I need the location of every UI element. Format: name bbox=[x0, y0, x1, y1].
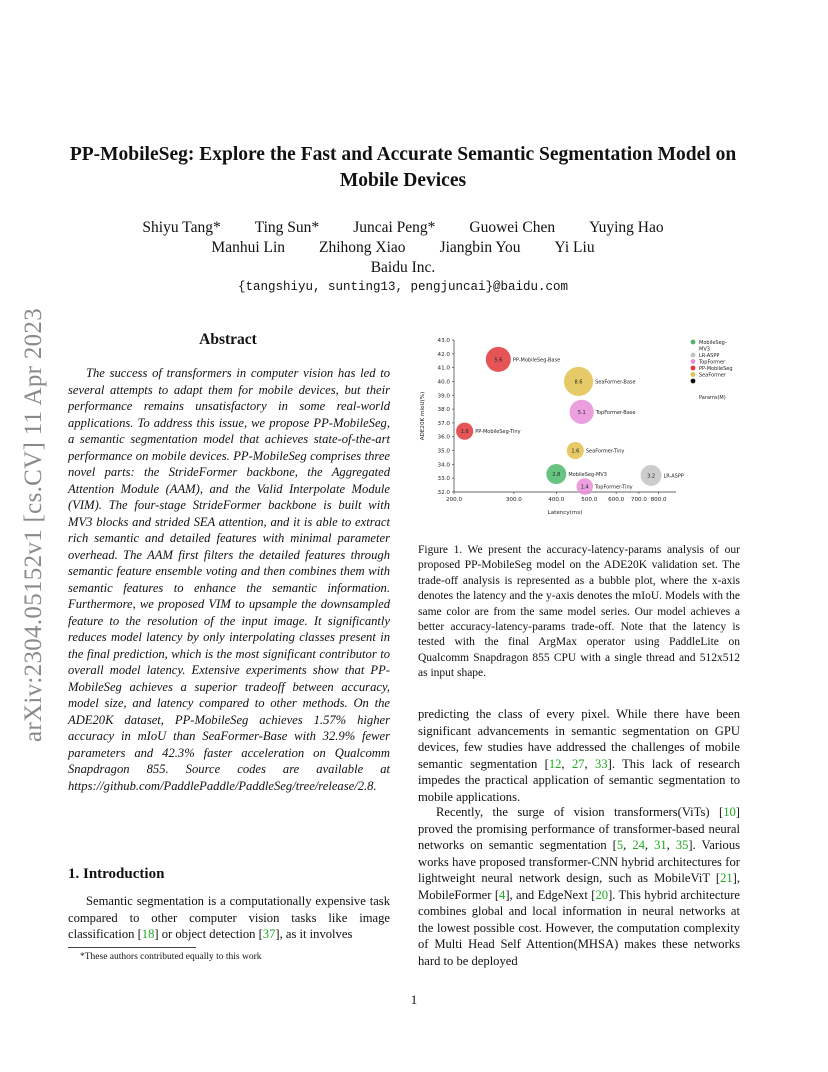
arxiv-stamp-text: arXiv:2304.05152v1 [cs.CV] 11 Apr 2023 bbox=[20, 307, 47, 743]
footnote-divider bbox=[68, 947, 196, 948]
legend-marker bbox=[691, 340, 696, 345]
x-tick-label: 200.0 bbox=[445, 497, 463, 503]
y-tick-label: 42.0 bbox=[437, 351, 450, 358]
y-tick-label: 32.0 bbox=[437, 490, 450, 496]
right-paragraph-1: predicting the class of every pixel. While there have been significant advancements in semantic segmentation on GPU devices, few studies have addressed the challenges of mobile semantic segmentation [12, 27, 33]. This lack of research impedes the practical application of semantic segmentation to mobile applications. bbox=[418, 707, 741, 804]
intro-paragraph: Semantic segmentation is a computationally expensive task compared to other computer vision tasks like image classification [18] or object detection [37], as it involves bbox=[68, 894, 390, 941]
y-tick-label: 39.0 bbox=[437, 393, 450, 400]
citation-link[interactable]: 4 bbox=[499, 887, 506, 902]
bubble-size-label: 1.6 bbox=[460, 429, 469, 436]
x-tick-label: 600.0 bbox=[608, 497, 625, 503]
legend-label: MV3 bbox=[699, 346, 710, 353]
bubble-name-label: PP-MobileSeg-Tiny bbox=[475, 429, 521, 436]
bubble-name-label: PP-MobileSeg-Base bbox=[512, 357, 561, 364]
legend-label: TopFormer bbox=[699, 359, 726, 366]
right-paragraph-2: Recently, the surge of vision transformers(ViTs) [10] proved the promising performance of transformer-based neural networks on semantic segmentation [5, 24, 31, 35]. Various works have proposed transformer-CNN hybrid architectures for lightweight neural network design, such as MobileViT [21], MobileFormer [4], and EdgeNext [20]. This hybrid architecture combines global and local information in neural networks at the lowest possible cost. However, the computation complexity of Multi Head Self Attention(MHSA) makes these networks hard to be deployed bbox=[418, 805, 741, 968]
abstract-heading: Abstract bbox=[199, 331, 257, 348]
footnote: *These authors contributed equally to this work bbox=[80, 952, 262, 962]
bubble-size-label: 1.6 bbox=[571, 448, 580, 455]
author: Yi Liu bbox=[554, 239, 595, 256]
author-email: {tangshiyu, sunting13, pengjuncai}@baidu.com bbox=[237, 280, 569, 294]
citation-link[interactable]: 27 bbox=[571, 756, 585, 771]
bubble-name-label: SeaFormer-Tiny bbox=[585, 448, 625, 455]
y-tick-label: 34.0 bbox=[437, 462, 450, 469]
affiliation: Baidu Inc. bbox=[370, 259, 436, 276]
legend-label: PP-MobileSeg bbox=[699, 366, 733, 372]
title-line-2: Mobile Devices bbox=[339, 170, 467, 191]
author: Guowei Chen bbox=[469, 219, 556, 236]
y-tick-label: 41.0 bbox=[437, 365, 450, 372]
abstract-text: The success of transformers in computer vision has led to several attempts to adapt them for mobile devices, but their performance remains unsatisfactory in some real-world applications. To address this issue, we propose PP-MobileSeg, a semantic segmentation model that achieves state-of-the-art performance on mobile devices. PP-MobileSeg comprises three novel parts: the StrideFormer backbone, the Aggregated Attention Module (AAM), and the Valid Interpolate Module (VIM). The four-stage StrideFormer backbone is built with MV3 blocks and strided SEA attention, and it is able to extract rich semantic and detailed features with minimal parameter overhead. The AAM first filters the detailed features through semantic feature ensemble voting and then combines them with semantic features to enhance the semantic information. Furthermore, we proposed VIM to upsample the downsampled feature to the resolution of the input image. It significantly reduces model latency by only interpolating classes present in the final prediction, which is the most significant contributor to overall model latency. Extensive experiments show that PP-MobileSeg achieves a superior tradeoff between accuracy, model size, and latency compared to other methods. On the ADE20K dataset, PP-MobileSeg achieves 1.57% higher accuracy in mIoU than SeaFormer-Base with 32.9% fewer parameters and 42.3% faster acceleration on Qualcomm Snapdragon 855. Source codes are available at https://github.com/PaddlePaddle/PaddleSeg/tree/release/2.8. bbox=[68, 366, 390, 793]
bubble-size-label: 3.2 bbox=[647, 473, 656, 480]
y-axis-label: ADE20K mIoU(%) bbox=[420, 391, 426, 441]
author: Manhui Lin bbox=[211, 239, 286, 256]
legend-marker bbox=[691, 366, 696, 371]
bubble-size-label: 8.6 bbox=[574, 379, 583, 386]
bubble-name-label: TopFormer-Base bbox=[595, 409, 636, 416]
figure-1-caption: Figure 1. We present the accuracy-latency-params analysis of our proposed PP-MobileSeg model on the ADE20K validation set. The trade-off analysis is represented as a bubble plot, where the x-axis denotes the latency and the y-axis denotes the mIoU. Models with the same color are from the same model series. Our model achieves a better accuracy-latency-params trade-off. Note that the latency is tested with the final ArgMax operator using PaddleLite on Qualcomm Snapdragon 855 CPU with a single thread and 512x512 as input shape. bbox=[418, 544, 740, 680]
legend-marker bbox=[691, 379, 696, 384]
paper-title bbox=[60, 142, 746, 194]
y-tick-label: 35.0 bbox=[437, 448, 450, 455]
bubble-name-label: MobileSeg-MV3 bbox=[568, 472, 607, 479]
author: Shiyu Tang* bbox=[142, 219, 221, 236]
x-axis-label: Latency(ms) bbox=[547, 510, 583, 516]
citation-link[interactable]: 31 bbox=[654, 838, 667, 852]
bubble-size-label: 2.8 bbox=[552, 472, 561, 479]
legend-label: Params(M) bbox=[699, 395, 726, 401]
citation-link[interactable]: 18 bbox=[141, 927, 155, 941]
author: Zhihong Xiao bbox=[319, 239, 406, 256]
authors-row-2 bbox=[60, 239, 746, 257]
citation-link[interactable]: 5 bbox=[616, 838, 624, 852]
y-tick-label: 40.0 bbox=[437, 379, 450, 386]
y-tick-label: 37.0 bbox=[437, 420, 450, 427]
citation-link[interactable]: 35 bbox=[675, 838, 689, 852]
y-tick-label: 33.0 bbox=[437, 476, 450, 483]
citation-link[interactable]: 20 bbox=[595, 887, 609, 902]
legend-label: SeaFormer bbox=[699, 372, 727, 379]
figure-1-bubble-chart bbox=[414, 332, 744, 522]
bubble-size-label: 1.4 bbox=[580, 484, 589, 491]
citation-link[interactable]: 21 bbox=[720, 871, 733, 885]
y-tick-label: 36.0 bbox=[437, 434, 450, 441]
citation-link[interactable]: 12 bbox=[548, 756, 562, 771]
legend-marker bbox=[691, 359, 696, 364]
legend-marker bbox=[691, 353, 696, 358]
bubble-size-label: 5.6 bbox=[494, 357, 503, 364]
legend-marker bbox=[691, 372, 696, 377]
title-line-1: PP-MobileSeg: Explore the Fast and Accurate Semantic Segmentation Model on bbox=[69, 144, 737, 165]
citation-link[interactable]: 24 bbox=[632, 838, 645, 852]
author: Ting Sun* bbox=[254, 219, 320, 236]
arxiv-side-stamp bbox=[14, 285, 54, 765]
x-tick-label: 300.0 bbox=[505, 497, 522, 503]
x-tick-label: 500.0 bbox=[581, 497, 598, 503]
bubble-size-label: 5.1 bbox=[577, 409, 586, 416]
x-tick-label: 800.0 bbox=[650, 497, 667, 503]
y-tick-label: 43.0 bbox=[437, 338, 450, 344]
legend-label: LR-ASPP bbox=[699, 353, 720, 359]
x-tick-label: 400.0 bbox=[548, 497, 565, 503]
legend-label: MobileSeg- bbox=[699, 340, 727, 346]
introduction-heading: 1. Introduction bbox=[68, 866, 165, 882]
bubble-name-label: SeaFormer-Base bbox=[595, 379, 636, 386]
bubble-name-label: LR-ASPP bbox=[663, 473, 684, 480]
citation-link[interactable]: 10 bbox=[723, 805, 736, 819]
citation-link[interactable]: 33 bbox=[595, 756, 608, 771]
x-tick-label: 700.0 bbox=[630, 497, 647, 503]
citation-link[interactable]: 37 bbox=[262, 927, 276, 941]
author: Yuying Hao bbox=[589, 219, 664, 236]
y-tick-label: 38.0 bbox=[437, 407, 450, 414]
author: Jiangbin You bbox=[439, 239, 521, 256]
page-number: 1 bbox=[410, 992, 418, 1007]
author: Juncai Peng* bbox=[353, 219, 436, 236]
authors-row-1 bbox=[60, 219, 746, 237]
bubble-name-label: TopFormer-Tiny bbox=[595, 484, 633, 491]
